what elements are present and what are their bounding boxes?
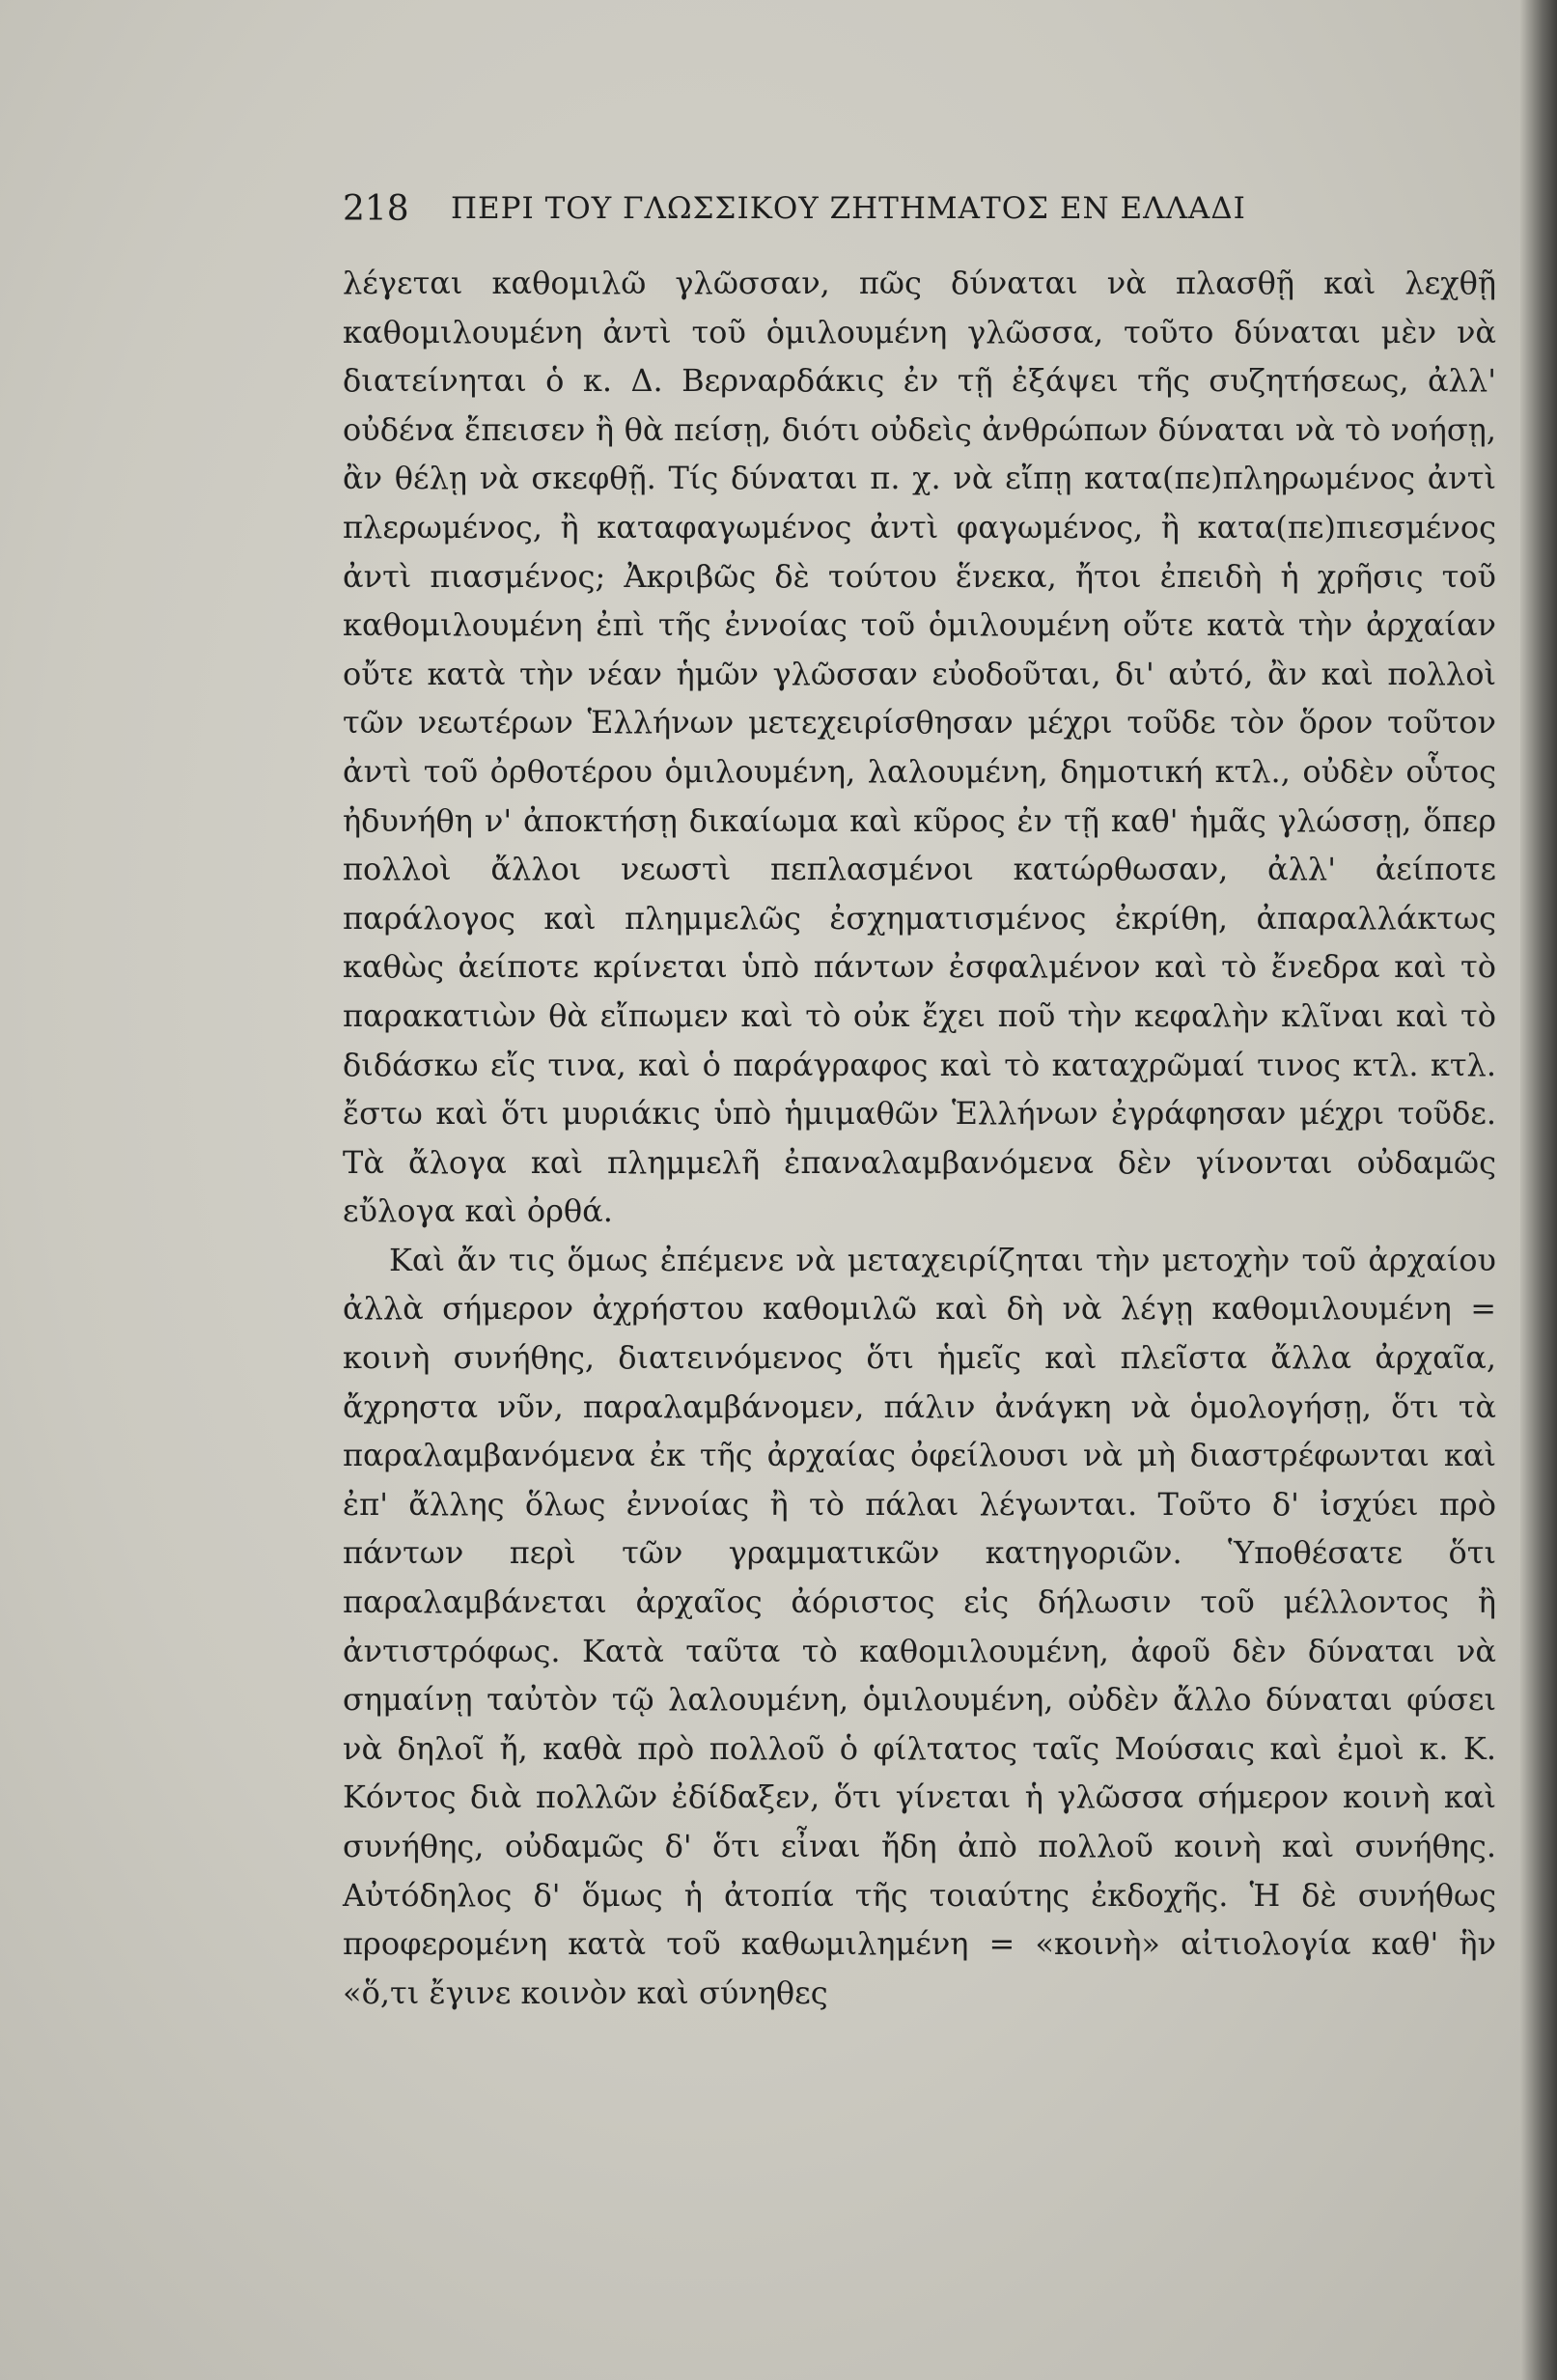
page-header bbox=[343, 189, 1347, 238]
paragraph-1: λέγεται καθομιλῶ γλῶσσαν, πῶς δύναται νὰ πλασθῇ καὶ λεχθῇ καθομιλουμένη ἀντὶ τοῦ ὁμιλουμένη γλῶσσα, τοῦτο δύναται μὲν νὰ διατείνηται ὁ κ. Δ. Βερναρδάκις ἐν τῇ ἐξάψει τῆς συζητήσεως, ἀλλ' οὐδένα ἔπεισεν ἢ θὰ πείσῃ, διότι οὐδεὶς ἀνθρώπων δύναται νὰ τὸ νοήσῃ, ἂν θέλῃ νὰ σκεφθῇ. Τίς δύναται π. χ. νὰ εἴπῃ κατα(πε)πληρωμένος ἀντὶ πλερωμένος, ἢ καταφαγωμένος ἀντὶ φαγωμένος, ἢ κατα(πε)πιεσμένος ἀντὶ πιασμένος; Ἀκριβῶς δὲ τούτου ἕνεκα, ἤτοι ἐπειδὴ ἡ χρῆσις τοῦ καθομιλουμένη ἐπὶ τῆς ἐννοίας τοῦ ὁμιλουμένη οὔτε κατὰ τὴν ἀρχαίαν οὔτε κατὰ τὴν νέαν ἡμῶν γλῶσσαν εὐοδοῦται, δι' αὐτό, ἂν καὶ πολλοὶ τῶν νεωτέρων Ἑλλήνων μετεχειρίσθησαν μέχρι τοῦδε τὸν ὅρον τοῦτον ἀντὶ τοῦ ὀρθοτέρου ὁμιλουμένη, λαλουμένη, δημοτική κτλ., οὐδὲν οὗτος ἠδυνήθη ν' ἀποκτήσῃ δικαίωμα καὶ κῦρος ἐν τῇ καθ' ἡμᾶς γλώσσῃ, ὅπερ πολλοὶ ἄλλοι νεωστὶ πεπλασμένοι κατώρθωσαν, ἀλλ' ἀείποτε παράλογος καὶ πλημμελῶς ἐσχηματισμένος ἐκρίθη, ἀπαραλλάκτως καθὼς ἀείποτε κρίνεται ὑπὸ πάντων ἐσφαλμένον καὶ τὸ ἔνεδρα καὶ τὸ παρακατιὼν θὰ εἴπωμεν καὶ τὸ οὐκ ἔχει ποῦ τὴν κεφαλὴν κλῖναι καὶ τὸ διδάσκω εἴς τινα, καὶ ὁ παράγραφος καὶ τὸ καταχρῶμαί τινος κτλ. κτλ. ἔστω καὶ ὅτι μυριάκις ὑπὸ ἡμιμαθῶν Ἑλλήνων ἐγράφησαν μέχρι τοῦδε. Τὰ ἄλογα καὶ πλημμελῆ ἐπαναλαμβανόμενα δὲν γίνονται οὐδαμῶς εὔλογα καὶ ὀρθά. bbox=[343, 265, 1496, 1230]
page-number: 218 bbox=[343, 189, 409, 229]
body-text bbox=[343, 259, 1496, 2017]
paragraph-2: Καὶ ἄν τις ὅμως ἐπέμενε νὰ μεταχειρίζηται τὴν μετοχὴν τοῦ ἀρχαίου ἀλλὰ σήμερον ἀχρήστου καθομιλῶ καὶ δὴ νὰ λέγῃ καθομιλουμένη = κοινὴ συνήθης, διατεινόμενος ὅτι ἡμεῖς καὶ πλεῖστα ἄλλα ἀρχαῖα, ἄχρηστα νῦν, παραλαμβάνομεν, πάλιν ἀνάγκη νὰ ὁμολογήσῃ, ὅτι τὰ παραλαμβανόμενα ἐκ τῆς ἀρχαίας ὀφείλουσι νὰ μὴ διαστρέφωνται καὶ ἐπ' ἄλλης ὅλως ἐννοίας ἢ τὸ πάλαι λέγωνται. Τοῦτο δ' ἰσχύει πρὸ πάντων περὶ τῶν γραμματικῶν κατηγοριῶν. Ὑποθέσατε ὅτι παραλαμβάνεται ἀρχαῖος ἀόριστος εἰς δήλωσιν τοῦ μέλλοντος ἢ ἀντιστρόφως. Κατὰ ταῦτα τὸ καθομιλουμένη, ἀφοῦ δὲν δύναται νὰ σημαίνῃ ταὐτὸν τῷ λαλουμένη, ὁμιλουμένη, οὐδὲν ἄλλο δύναται φύσει νὰ δηλοῖ ἤ, καθὰ πρὸ πολλοῦ ὁ φίλτατος ταῖς Μούσαις καὶ ἐμοὶ κ. Κ. Κόντος διὰ πολλῶν ἐδίδαξεν, ὅτι γίνεται ἡ γλῶσσα σήμερον κοινὴ καὶ συνήθης, οὐδαμῶς δ' ὅτι εἶναι ἤδη ἀπὸ πολλοῦ κοινὴ καὶ συνήθης. Αὐτόδηλος δ' ὅμως ἡ ἀτοπία τῆς τοιαύτης ἐκδοχῆς. Ἡ δὲ συνήθως προφερομένη κατὰ τοῦ καθωμιλημένη = «κοινὴ» αἰτιολογία καθ' ἣν «ὅ,τι ἔγινε κοινὸν καὶ σύνηθες bbox=[343, 1241, 1496, 2011]
page-edge-shadow bbox=[1520, 0, 1557, 2380]
running-title: ΠΕΡΙ ΤΟΥ ΓΛΩΣΣΙΚΟΥ ΖΗΤΗΜΑΤΟΣ ΕΝ ΕΛΛΑΔΙ bbox=[451, 191, 1246, 226]
